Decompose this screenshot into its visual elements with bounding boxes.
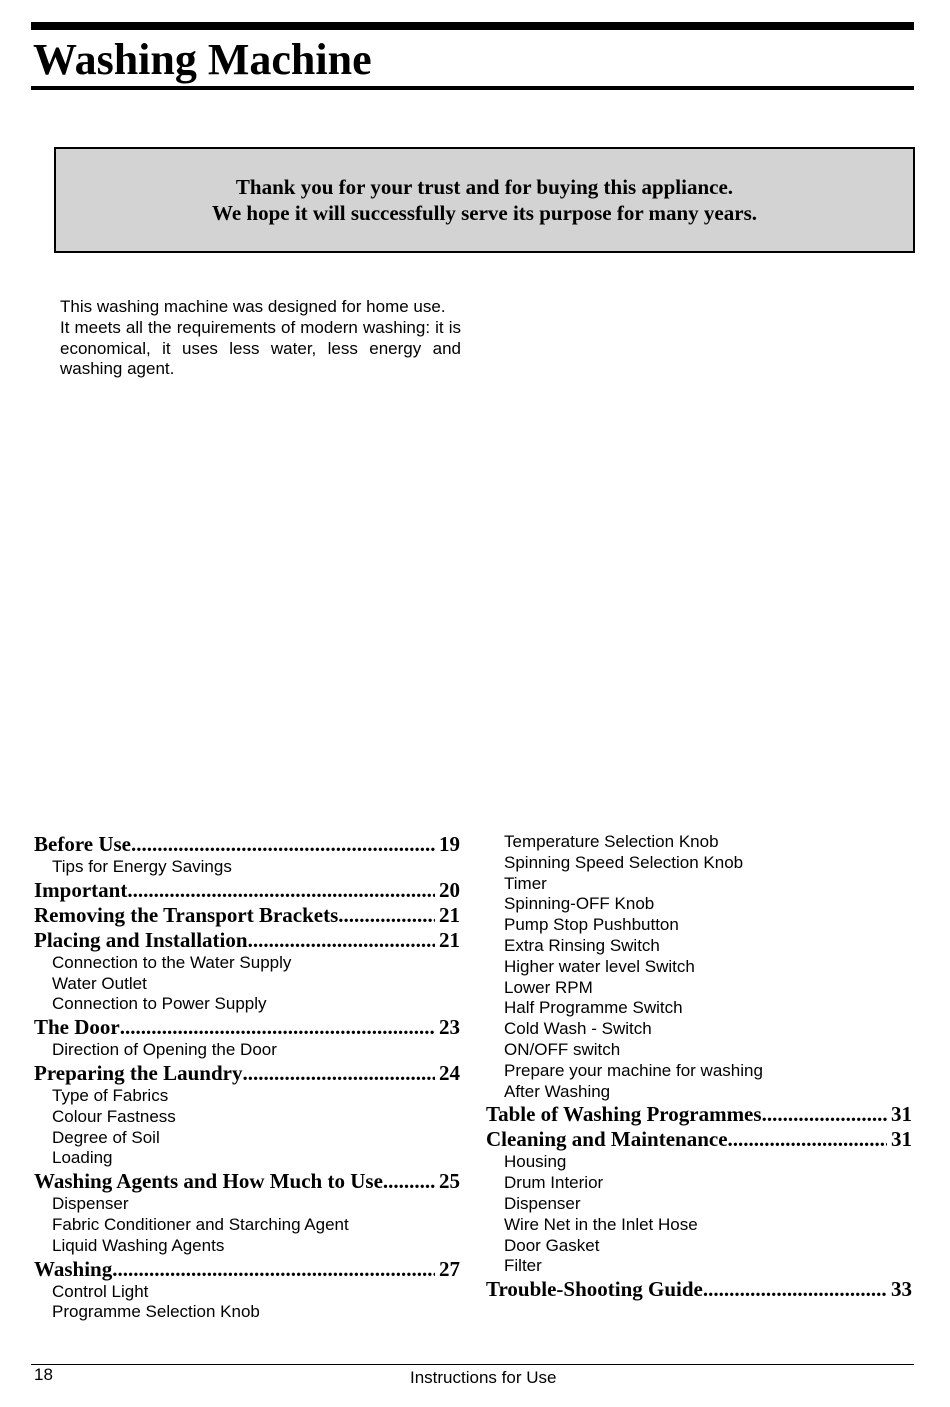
- toc-subentry[interactable]: Cold Wash - Switch: [504, 1019, 652, 1039]
- toc-subentry[interactable]: Filter: [504, 1256, 542, 1276]
- toc-leader-dots: [338, 903, 435, 928]
- thank-you-line-1: Thank you for your trust and for buying this appliance.: [235, 175, 734, 199]
- toc-subentry[interactable]: Higher water level Switch: [504, 956, 695, 976]
- toc-leader-dots: [703, 1277, 887, 1302]
- toc-subentry[interactable]: Fabric Conditioner and Starching Agent: [52, 1214, 349, 1234]
- toc-subentry[interactable]: Connection to Power Supply: [52, 994, 267, 1014]
- toc-subentry[interactable]: Tips for Energy Savings: [52, 857, 232, 876]
- toc-subentry[interactable]: Dispenser: [504, 1193, 581, 1213]
- toc-entry-label: Table of Washing Programmes: [486, 1102, 762, 1127]
- toc-subentry[interactable]: Lower RPM: [504, 977, 593, 997]
- toc-subentry[interactable]: Door Gasket: [504, 1235, 600, 1255]
- intro-paragraph-2: It meets all the requirements of modern washing: it is economical, it uses less water, less energy and washing agent.: [60, 317, 461, 379]
- toc-subentry[interactable]: Degree of Soil: [52, 1127, 160, 1147]
- toc-subentry[interactable]: Programme Selection Knob: [52, 1302, 260, 1322]
- toc-entry[interactable]: [34, 928, 460, 953]
- thank-you-line-2: We hope it will successfully serve its purpose for many years.: [212, 201, 757, 225]
- toc-page-number: 19: [439, 832, 460, 856]
- toc-leader-dots: [120, 1015, 435, 1040]
- toc-entry[interactable]: [486, 1102, 912, 1127]
- toc-entry-label: Placing and Installation: [34, 927, 248, 952]
- toc-subentry[interactable]: Direction of Opening the Door: [52, 1040, 277, 1060]
- footer-rule: [31, 1364, 914, 1365]
- toc-subentry[interactable]: Dispenser: [52, 1194, 129, 1214]
- thank-you-box: [54, 147, 915, 253]
- toc-page-number: 25: [439, 1169, 460, 1194]
- toc-leader-dots: [762, 1102, 887, 1127]
- toc-subentry[interactable]: Timer: [504, 873, 547, 893]
- toc-subentry[interactable]: Temperature Selection Knob: [504, 832, 719, 851]
- toc-subentry[interactable]: Liquid Washing Agents: [52, 1235, 225, 1255]
- toc-entry[interactable]: [34, 1257, 460, 1282]
- toc-entry[interactable]: [34, 832, 460, 857]
- toc-subentry[interactable]: Type of Fabrics: [52, 1085, 169, 1105]
- toc-page-number: 31: [891, 1102, 912, 1127]
- toc-subentry[interactable]: Pump Stop Pushbutton: [504, 915, 679, 935]
- toc-entry[interactable]: [34, 878, 460, 903]
- toc-subentry[interactable]: Control Light: [52, 1281, 149, 1301]
- toc-entry-label: The Door: [34, 1015, 120, 1040]
- toc-page-number: 24: [439, 1060, 460, 1085]
- toc-subentry[interactable]: Colour Fastness: [52, 1106, 176, 1126]
- toc-entry[interactable]: [486, 1127, 912, 1152]
- toc-subentry[interactable]: Drum Interior: [504, 1173, 604, 1193]
- toc-leader-dots: [112, 1257, 435, 1282]
- toc-subentry[interactable]: Water Outlet: [52, 973, 147, 993]
- toc-subentry[interactable]: Prepare your machine for washing: [504, 1060, 763, 1080]
- toc-entry-label: Washing: [34, 1256, 113, 1281]
- toc-subentry[interactable]: Extra Rinsing Switch: [504, 935, 660, 955]
- top-rule: [31, 22, 914, 30]
- toc-subentry[interactable]: After Washing: [504, 1081, 611, 1101]
- toc-subentry[interactable]: Spinning Speed Selection Knob: [504, 852, 744, 872]
- toc-leader-dots: [728, 1127, 887, 1152]
- toc-entry[interactable]: [34, 1061, 460, 1086]
- toc-page-number: 20: [439, 877, 460, 902]
- footer-text: Instructions for Use: [410, 1368, 557, 1387]
- toc-subentry[interactable]: Housing: [504, 1152, 567, 1172]
- toc-page-number: 21: [439, 902, 460, 927]
- toc-page-number: 27: [439, 1256, 460, 1281]
- toc-leader-dots: [383, 1169, 435, 1194]
- toc-entry[interactable]: [486, 1277, 912, 1302]
- toc-subentry[interactable]: Wire Net in the Inlet Hose: [504, 1214, 698, 1234]
- toc-entry-label: Preparing the Laundry: [34, 1060, 243, 1085]
- toc-entry[interactable]: [34, 1169, 460, 1194]
- toc-page-number: 23: [439, 1015, 460, 1040]
- toc-leader-dots: [242, 1061, 435, 1086]
- toc-entry-label: Important: [34, 877, 128, 902]
- intro-text: [60, 297, 461, 380]
- toc-entry-label: Removing the Transport Brackets: [34, 902, 339, 927]
- table-of-contents-left: [34, 832, 460, 1323]
- intro-paragraph-1: This washing machine was designed for home use.: [60, 297, 446, 316]
- toc-page-number: 21: [439, 927, 460, 952]
- toc-leader-dots: [127, 878, 435, 903]
- table-of-contents-right: [486, 832, 912, 1302]
- toc-subentry[interactable]: Loading: [52, 1148, 113, 1168]
- page-number: 18: [34, 1365, 53, 1384]
- page-title: Washing Machine: [33, 35, 372, 84]
- toc-leader-dots: [131, 832, 435, 857]
- toc-entry[interactable]: [34, 903, 460, 928]
- toc-entry-label: Before Use: [34, 832, 131, 856]
- toc-leader-dots: [248, 928, 435, 953]
- toc-subentry[interactable]: Half Programme Switch: [504, 998, 683, 1018]
- toc-entry-label: Trouble-Shooting Guide: [486, 1277, 703, 1302]
- toc-subentry[interactable]: ON/OFF switch: [504, 1039, 621, 1059]
- toc-entry-label: Cleaning and Maintenance: [486, 1127, 728, 1152]
- toc-page-number: 31: [891, 1127, 912, 1152]
- toc-entry[interactable]: [34, 1015, 460, 1040]
- toc-subentry[interactable]: Spinning-OFF Knob: [504, 894, 655, 914]
- toc-subentry[interactable]: Connection to the Water Supply: [52, 952, 292, 972]
- title-rule: [31, 86, 914, 90]
- toc-page-number: 33: [891, 1277, 912, 1302]
- toc-entry-label: Washing Agents and How Much to Use: [34, 1169, 383, 1194]
